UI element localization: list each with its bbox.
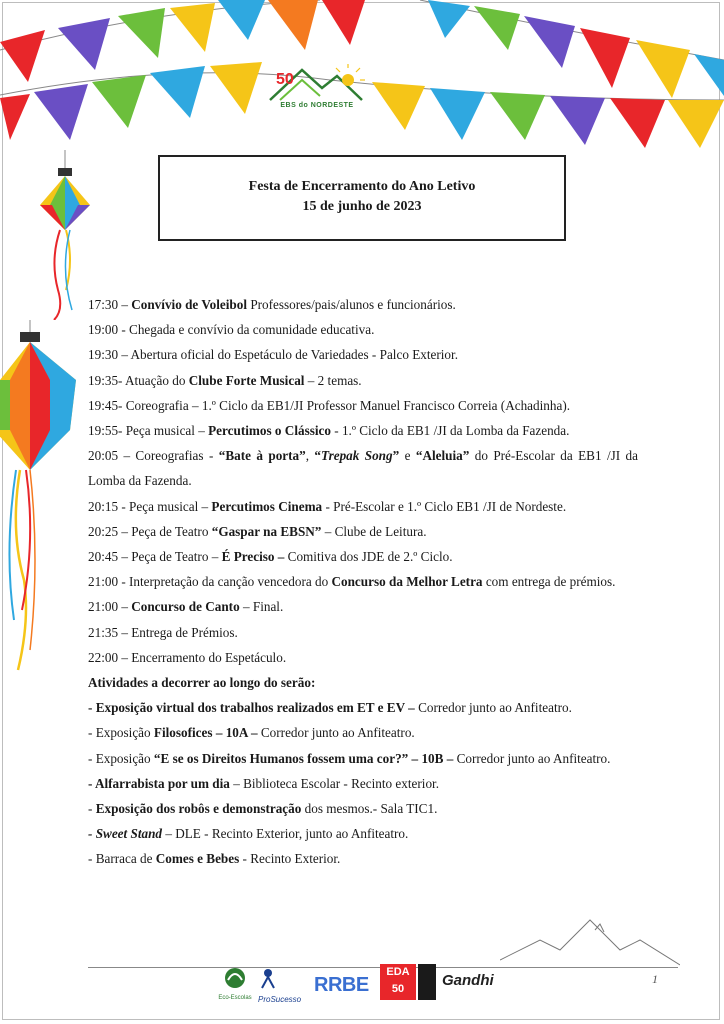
schedule-item-text: “Gaspar na EBSN” [211, 523, 322, 539]
schedule-item [88, 393, 638, 418]
schedule-item [88, 771, 638, 796]
schedule-item-text: É Preciso – [221, 549, 285, 565]
schedule-item-text: 19:30 – Abertura oficial do Espetáculo de Variedades - Palco Exterior. [88, 347, 458, 363]
schedule-item-text: – Biblioteca Escolar - Recinto exterior. [229, 775, 440, 791]
schedule-item-text: 17:30 – [88, 297, 132, 312]
prosucesso-icon [258, 968, 278, 990]
schedule-item-text: Professores/pais/alunos e funcionários. [247, 297, 456, 312]
footer-logos [218, 960, 518, 1008]
schedule-item-text: 20:15 - Peça musical – [88, 498, 212, 514]
schedule-item-text: 19:35- Atuação do [88, 372, 189, 388]
eco-escolas-icon [218, 966, 252, 990]
schedule-item-text: 20:45 – Peça de Teatro – [88, 549, 222, 565]
schedule-item-text: Comes e Bebes [155, 851, 240, 867]
schedule-item [88, 418, 638, 443]
schedule-list [88, 292, 638, 872]
schedule-item-text: com entrega de prémios. [482, 574, 616, 590]
schedule-item-text: Trepak Song [321, 448, 393, 464]
schedule-item [88, 342, 638, 367]
schedule-item-text: – 2 temas. [304, 372, 362, 388]
footer-logo-prosucesso: ProSucesso [258, 968, 318, 1004]
schedule-item-text: Filosofices – 10A – [153, 725, 258, 741]
schedule-item-text: 22:00 – Encerramento do Espetáculo. [88, 649, 287, 665]
schedule-item-text: 19:55- Peça musical – [88, 423, 209, 439]
mountain-line-icon [500, 910, 680, 970]
schedule-item-text: Atividades a decorrer ao longo do serão: [88, 675, 316, 691]
schedule-item-text: , [305, 448, 315, 464]
schedule-item-text: - Exposição [88, 725, 154, 741]
schedule-item [88, 594, 638, 619]
schedule-item-text: - Recinto Exterior. [239, 851, 341, 867]
schedule-item-text: - [88, 801, 96, 817]
schedule-item-text: 21:00 – [88, 599, 132, 615]
title-box [158, 155, 566, 241]
schedule-item-text: 20:05 – Coreografias - [88, 448, 219, 464]
schedule-item-text: Clube Forte Musical [188, 372, 305, 388]
schedule-item [88, 645, 638, 670]
schedule-item-text: Concurso de Canto [131, 599, 240, 615]
schedule-item-text: Corredor junto ao Anfiteatro. [257, 725, 415, 741]
schedule-item-text: Convívio de Voleibol [131, 297, 248, 312]
schedule-item-text: 19:00 - Chegada e convívio da comunidade educativa. [88, 322, 375, 338]
school-logo-text: EBS do NORDESTE [280, 102, 354, 109]
schedule-item-text: - 1.º Ciclo da EB1 /JI da Lomba da Fazenda. [330, 423, 570, 439]
lantern-large-icon [0, 320, 82, 680]
schedule-item [88, 670, 638, 695]
schedule-item [88, 494, 638, 519]
schedule-item-text: - Exposição [88, 750, 154, 766]
schedule-item-text: - Sweet Stand [88, 826, 163, 842]
schedule-item-text: Corredor junto ao Anfiteatro. [414, 700, 572, 716]
schedule-item [88, 821, 638, 846]
schedule-item-text: – DLE - Recinto Exterior, junto ao Anfiteatro. [162, 826, 409, 842]
schedule-item-text: - Exposição virtual dos trabalhos realizados em ET e EV – [88, 700, 415, 716]
footer-logo-gandhi: Gandhi [442, 972, 494, 989]
event-title: Festa de Encerramento do Ano Letivo [248, 179, 476, 194]
schedule-item-text: “ [314, 448, 322, 464]
schedule-item-text: Concurso da Melhor Letra [331, 574, 483, 590]
school-logo [262, 62, 372, 114]
schedule-item-text: Comitiva dos JDE de 2.º Ciclo. [284, 549, 453, 565]
schedule-item-text: “Aleluia” [415, 448, 470, 464]
schedule-item-text: - Alfarrabista por um dia [88, 775, 230, 791]
schedule-item [88, 443, 638, 493]
schedule-item-text: – Clube de Leitura. [321, 523, 427, 539]
schedule-item [88, 519, 638, 544]
schedule-item-text: ” [392, 448, 400, 464]
footer-logo-eco-escolas: Eco-Escolas [218, 966, 252, 1001]
schedule-item-text: - Pré-Escolar e 1.º Ciclo EB1 /JI de Nordeste. [322, 498, 567, 514]
school-logo-icon [262, 62, 372, 102]
schedule-item-text: Corredor junto ao Anfiteatro. [453, 750, 611, 766]
schedule-item-text: e [399, 448, 416, 464]
schedule-item [88, 746, 638, 771]
schedule-item-text: 21:35 – Entrega de Prémios. [88, 624, 238, 640]
schedule-item [88, 544, 638, 569]
schedule-item-text: 20:25 – Peça de Teatro [88, 523, 212, 539]
schedule-item [88, 695, 638, 720]
schedule-item [88, 846, 638, 871]
schedule-item-text: dos mesmos.- Sala TIC1. [301, 801, 438, 817]
schedule-item-text: do Pré-Escolar da EB1 /JI da Lomba da Fazenda. [88, 448, 638, 489]
anniversary-number: 50 [276, 71, 294, 88]
schedule-item [88, 569, 638, 594]
schedule-item [88, 368, 638, 393]
schedule-item-text: 21:00 - Interpretação da canção vencedora do [88, 574, 332, 590]
schedule-item-text: - Barraca de [88, 851, 156, 867]
schedule-item-text: “E se os Direitos Humanos fossem uma cor?” – 10B – [153, 750, 454, 766]
page-number: 1 [652, 972, 658, 986]
schedule-item [88, 620, 638, 645]
schedule-item-text: 19:45- Coreografia – 1.º Ciclo da EB1/JI Professor Manuel Francisco Correia (Achadinha). [88, 397, 571, 413]
schedule-item-text: “Bate à porta” [218, 448, 306, 464]
schedule-item-text: – Final. [239, 599, 284, 615]
schedule-item-text: Percutimos o Clássico [208, 423, 331, 439]
schedule-item [88, 796, 638, 821]
schedule-item-text: Percutimos Cinema [211, 498, 323, 514]
footer-logo-rrbe: RRBE [314, 974, 369, 996]
schedule-item-text: Exposição dos robôs e demonstração [95, 801, 302, 817]
schedule-item [88, 720, 638, 745]
footer-logo-eda: EDA 50 [380, 964, 416, 1000]
footer-logo-eda-side [418, 964, 436, 1000]
schedule-item [88, 317, 638, 342]
schedule-item [88, 292, 638, 317]
event-date: 15 de junho de 2023 [302, 199, 422, 214]
